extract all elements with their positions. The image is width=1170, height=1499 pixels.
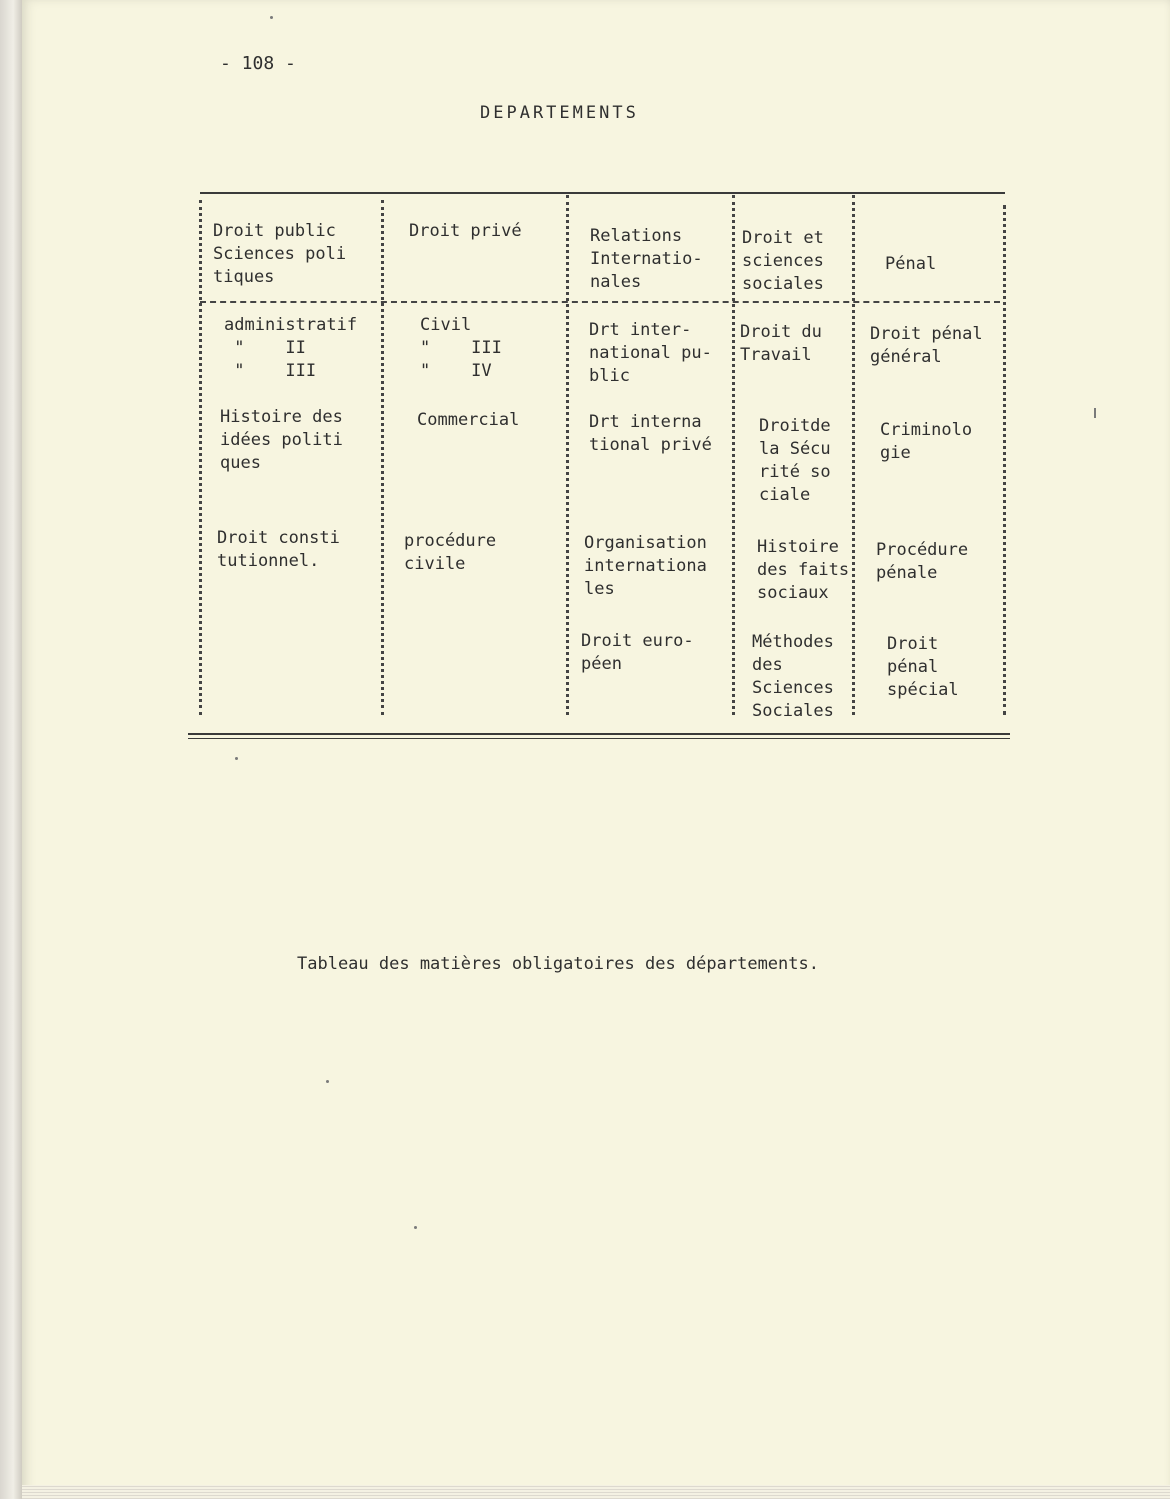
cell-r2-c2: Commercial: [417, 410, 520, 430]
cell-r3-c5: Procédure pénale: [876, 540, 969, 583]
cell-r2-c4: Droitde la Sécu rité so ciale: [759, 416, 831, 505]
table-bottom-rule-second: [188, 738, 1010, 739]
cell-r3-c4: Histoire des faits sociaux: [757, 537, 850, 603]
paper-speck: [270, 16, 273, 19]
table-top-rule: [200, 192, 1005, 194]
cell-r4-c5: Droit pénal spécial: [887, 634, 959, 700]
cell-r1-c2: Civil " III " IV: [420, 315, 502, 381]
page-number: - 108 -: [220, 53, 296, 74]
book-spine: [0, 0, 22, 1499]
page-heading: DEPARTEMENTS: [480, 103, 639, 123]
header-relations-internationales: Relations Internatio- nales: [590, 226, 703, 292]
paper-speck: [326, 1080, 329, 1083]
page-edges: [22, 1485, 1170, 1499]
cell-r1-c4: Droit du Travail: [740, 322, 822, 365]
cell-r2-c5: Criminolo gie: [880, 420, 973, 463]
paper-speck: [235, 757, 238, 760]
cell-r3-c3: Organisation internationa les: [584, 533, 707, 599]
header-droit-prive: Droit privé: [409, 221, 522, 241]
col-sep-2: [566, 195, 569, 715]
cell-r3-c1: Droit consti tutionnel.: [217, 528, 340, 571]
cell-r2-c3: Drt interna tional privé: [589, 412, 712, 455]
col-sep-left-edge: [199, 200, 202, 715]
col-sep-right-edge: [1003, 205, 1006, 715]
header-droit-public: Droit public Sciences poli tiques: [213, 221, 347, 287]
header-droit-sciences-sociales: Droit et sciences sociales: [742, 228, 824, 294]
cell-r2-c1: Histoire des idées politi ques: [220, 407, 343, 473]
col-sep-1: [381, 200, 384, 715]
header-penal: Pénal: [885, 254, 937, 274]
paper-speck: [414, 1226, 417, 1229]
cell-r1-c5: Droit pénal général: [870, 324, 983, 367]
paper-speck: [1094, 408, 1096, 418]
cell-r4-c3: Droit euro- péen: [581, 631, 694, 674]
col-sep-4: [852, 195, 855, 715]
cell-r1-c3: Drt inter- national pu- blic: [589, 320, 712, 386]
header-bottom-rule: [200, 301, 1000, 303]
cell-r1-c1: administratif " II " III: [224, 315, 358, 381]
table-caption: Tableau des matières obligatoires des départements.: [297, 954, 819, 974]
cell-r3-c2: procédure civile: [404, 531, 497, 574]
cell-r4-c4: Méthodes des Sciences Sociales: [752, 632, 834, 721]
col-sep-3: [732, 195, 735, 715]
table-bottom-rule: [188, 733, 1010, 735]
